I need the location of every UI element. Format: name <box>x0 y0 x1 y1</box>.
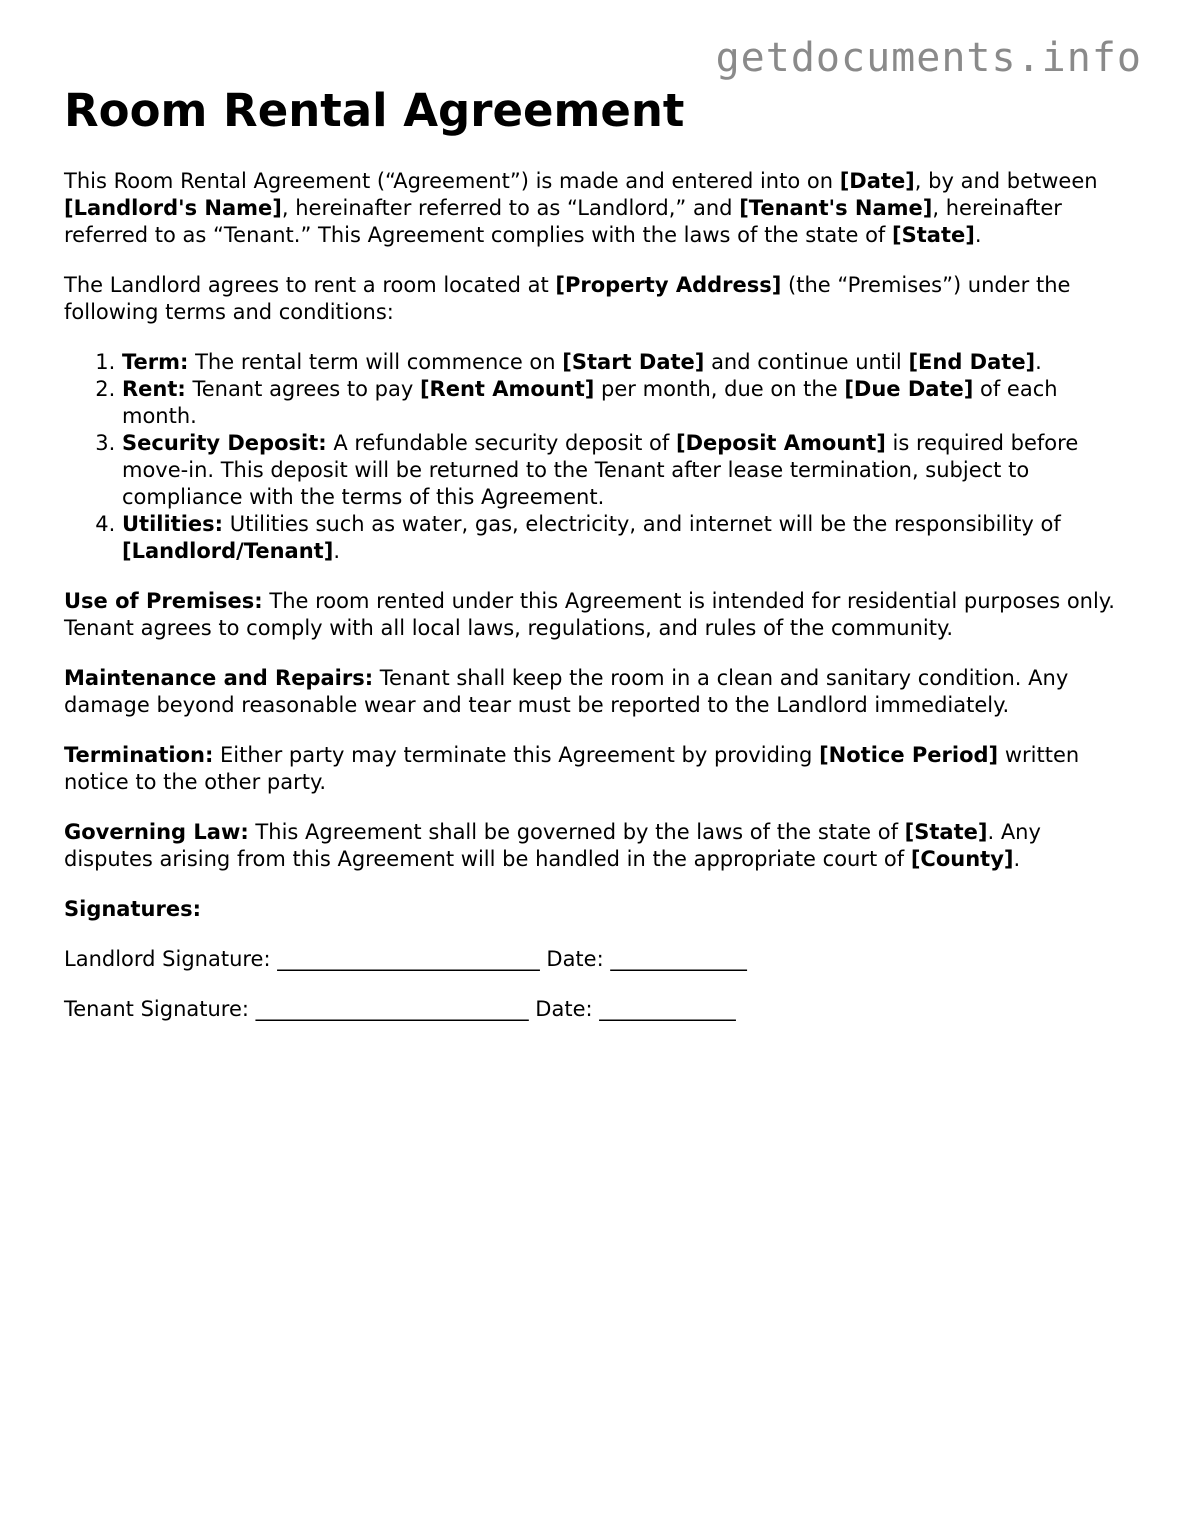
term-text-1: The rental term will commence on <box>188 350 563 374</box>
term-text-3: . <box>1035 350 1042 374</box>
tenant-signature-line: Tenant Signature: __________________________ Date: _____________ <box>64 997 736 1021</box>
list-item-utilities <box>122 511 1124 565</box>
rent-label: Rent: <box>122 377 186 401</box>
utilities-text-1: Utilities such as water, gas, electricity, and internet will be the responsibility of <box>223 512 1061 536</box>
county-placeholder: [County] <box>910 847 1014 871</box>
due-date-placeholder: [Due Date] <box>844 377 974 401</box>
date-placeholder: [Date] <box>839 169 915 193</box>
terms-list <box>64 349 1124 565</box>
intro-text-2: , by and between <box>914 169 1098 193</box>
governing-law-paragraph <box>64 819 1124 873</box>
landlord-signature-line: Landlord Signature: _________________________ Date: _____________ <box>64 947 747 971</box>
rent-text-2: per month, due on the <box>594 377 845 401</box>
utilities-text-2: . <box>333 539 340 563</box>
law-text-3: . <box>1013 847 1021 871</box>
termination-label: Termination: <box>64 743 214 767</box>
use-label: Use of Premises: <box>64 589 263 613</box>
property-address-placeholder: [Property Address] <box>555 273 782 297</box>
premises-paragraph <box>64 272 1124 326</box>
list-item-deposit <box>122 430 1124 511</box>
intro-paragraph <box>64 168 1124 249</box>
term-label: Term: <box>122 350 189 374</box>
start-date-placeholder: [Start Date] <box>562 350 705 374</box>
use-of-premises-paragraph <box>64 588 1124 642</box>
rent-text-3: of each month. <box>122 377 1058 428</box>
tenant-name-placeholder: [Tenant's Name] <box>739 196 933 220</box>
document-page <box>64 84 1124 1023</box>
list-item-rent <box>122 376 1124 430</box>
law-label: Governing Law: <box>64 820 249 844</box>
utilities-party-placeholder: [Landlord/Tenant] <box>122 539 334 563</box>
intro-text-4: , hereinafter referred to as “Tenant.” This Agreement complies with the laws of the state of <box>64 196 1062 247</box>
rent-text-1: Tenant agrees to pay <box>185 377 420 401</box>
state-placeholder: [State] <box>892 223 975 247</box>
deposit-label: Security Deposit: <box>122 431 327 455</box>
premises-text-2: (the “Premises”) under the following terms and conditions: <box>64 273 1071 324</box>
signatures-heading-text: Signatures: <box>64 897 201 921</box>
end-date-placeholder: [End Date] <box>908 350 1036 374</box>
landlord-name-placeholder: [Landlord's Name] <box>64 196 282 220</box>
deposit-text-1: A refundable security deposit of <box>326 431 676 455</box>
intro-text-5: . <box>974 223 982 247</box>
deposit-amount-placeholder: [Deposit Amount] <box>675 431 886 455</box>
notice-period-placeholder: [Notice Period] <box>819 743 999 767</box>
watermark: getdocuments.info <box>715 35 1142 81</box>
law-text-1: This Agreement shall be governed by the laws of the state of <box>248 820 905 844</box>
page-title: Room Rental Agreement <box>64 84 685 137</box>
deposit-text-2: is required before move-in. This deposit will be returned to the Tenant after lease termination, subject to compliance with the terms of this Agreement. <box>122 431 1079 509</box>
law-state-placeholder: [State] <box>904 820 988 844</box>
term-text-2: and continue until <box>704 350 909 374</box>
maintenance-paragraph <box>64 665 1124 719</box>
utilities-label: Utilities: <box>122 512 224 536</box>
rent-amount-placeholder: [Rent Amount] <box>419 377 595 401</box>
intro-text-3: , hereinafter referred to as “Landlord,” and <box>281 196 740 220</box>
termination-text-2: written notice to the other party. <box>64 743 1080 794</box>
use-text: The room rented under this Agreement is intended for residential purposes only. Tenant agrees to comply with all local laws, regulations, and rules of the community. <box>64 589 1115 640</box>
law-text-2: . Any disputes arising from this Agreement will be handled in the appropriate court of <box>64 820 1041 871</box>
signatures-heading <box>64 896 1124 923</box>
maintenance-text: Tenant shall keep the room in a clean and sanitary condition. Any damage beyond reasonable wear and tear must be reported to the Landlord immediately. <box>64 666 1069 717</box>
intro-text-1: This Room Rental Agreement (“Agreement”) is made and entered into on <box>64 169 840 193</box>
premises-text-1: The Landlord agrees to rent a room located at <box>64 273 556 297</box>
maintenance-label: Maintenance and Repairs: <box>64 666 374 690</box>
list-item-term <box>122 349 1124 376</box>
termination-text-1: Either party may terminate this Agreement by providing <box>213 743 820 767</box>
termination-paragraph <box>64 742 1124 796</box>
